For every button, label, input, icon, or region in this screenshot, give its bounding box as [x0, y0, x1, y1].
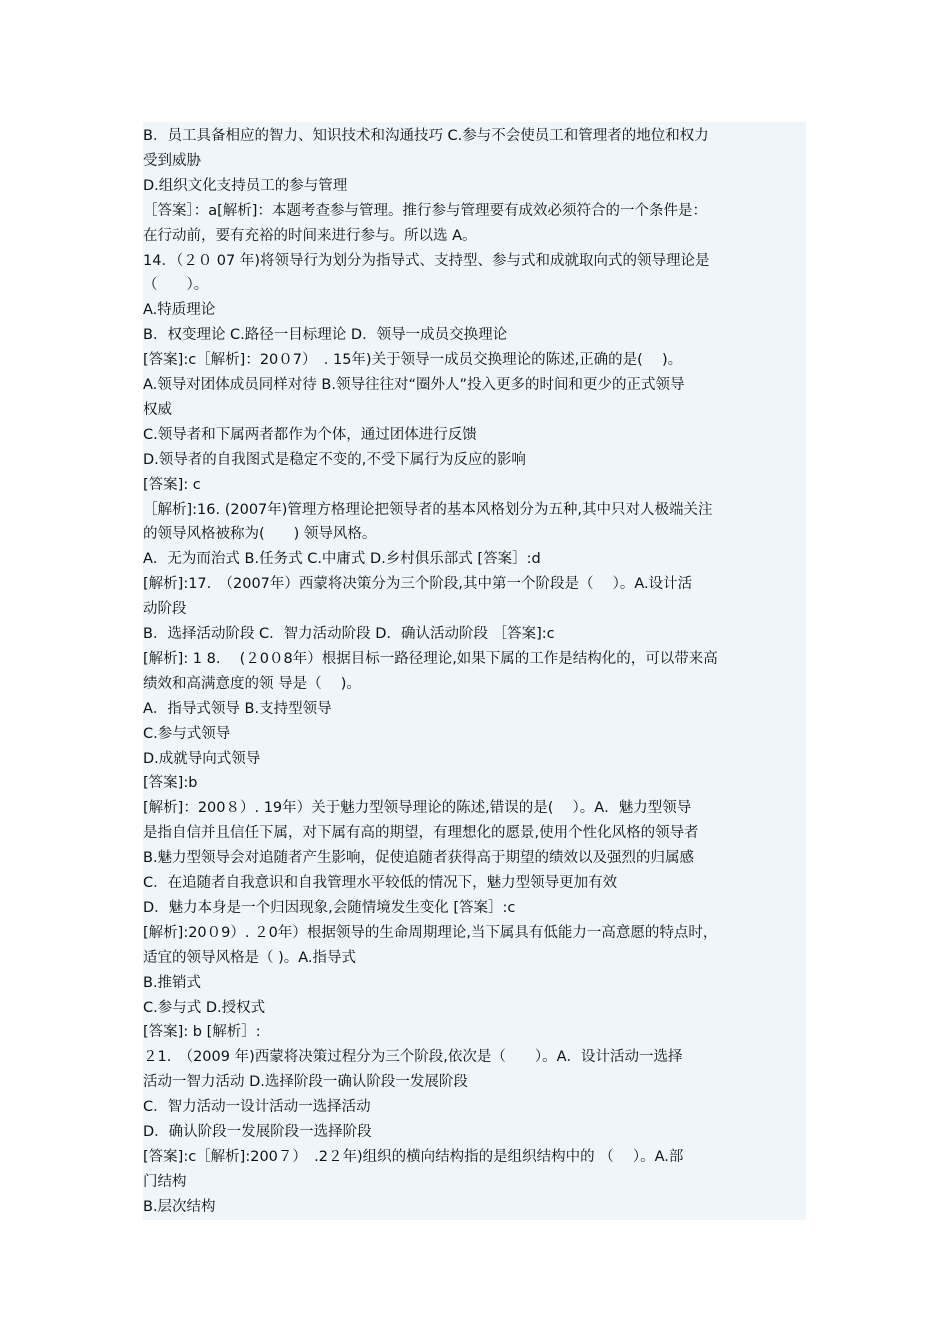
- text-line: D．魅力本身是一个归因现象,会随情境发生变化 ﻿[答案］:c: [143, 899, 516, 916]
- text-line: 的领导风格被称为( ) 领导风格。: [143, 526, 377, 543]
- text-line: ［答案］：a﻿[解析]：本题考查参与管理。推行参与管理要有成效必须符合的一个条件是：: [143, 202, 707, 219]
- text-line: 14．（２０ 07 年)将领导行为划分为指导式、支持型、参与式和成就取向式的领导理论是: [143, 252, 710, 269]
- text-line: 在行动前，要有充裕的时间来进行参﻿与。所以选 A。: [143, 227, 477, 244]
- text-line: B．选择活动阶段 ﻿C．智力活动阶段 ﻿D．确认活动阶段 ﻿［答案]:c: [143, 626, 555, 642]
- text-line: [解析]: 1 8﻿. (２0０8年）根据目标一路径理论,如果下属的工作是结构化的，可以带来高: [143, 650, 718, 667]
- text-line: D．确认阶段一发展阶段一选择阶段: [143, 1124, 372, 1140]
- text-line: [答案]:c﻿［解析]：20０7） . 15﻿年)关于领导一成员交换理论的陈述,正确的是( )。: [143, 352, 683, 369]
- text-line: 是指自信并且信任下属，对下属有高的期望，有理想化的愿景,使用个性化风格的领导者: [143, 825, 699, 842]
- text-line: [解析]:17﻿. （2007年）西蒙将决策分为三个阶段,其中第一个阶段是（ ）。﻿A.设计活: [143, 576, 693, 593]
- text-line: [答案]: c: [143, 476, 201, 493]
- text-line: （ ）。: [143, 277, 209, 294]
- text-line: 门结构: [143, 1173, 187, 1190]
- text-line: 活动一智力活动 ﻿D.选择阶段一确认阶段一发展阶段: [143, 1074, 468, 1091]
- text-line: D.领导者的自我图式是稳定不变的,不受下属行为反应的影响: [143, 451, 526, 468]
- text-line: A.领导对团体成员同样对待 ﻿B.领导往往对“圈外人”投入更多的时间和更少的正式领导: [143, 377, 685, 393]
- document-page: [143, 122, 806, 1220]
- text-line: D.成就导向式领导: [143, 750, 261, 767]
- text-line: B．权变理论 ﻿C.路径一目标理论 ﻿D．领导一成员交换理论: [143, 327, 508, 344]
- text-line: [答案]:c﻿［解析]:200７） .2２﻿年)组织的横向结构指的是组织结构中的 （ ）。﻿A.部: [143, 1148, 684, 1165]
- text-line: B.魅力型领导会对追随者产生影响，促使追随者获得高于期望的绩效以及强烈的归属感: [143, 850, 695, 867]
- text-line: A.特质理论: [143, 302, 216, 319]
- text-line: [答案]:b: [143, 775, 198, 792]
- text-line: A．无为而治式 ﻿B.任务式 ﻿C.中庸式 ﻿D.乡村俱乐部式 ﻿[答案］:d: [143, 551, 541, 568]
- text-line: B.推销式: [143, 974, 202, 991]
- text-line: [答案]: b ﻿[解析］:: [143, 1024, 261, 1041]
- text-line: ［解析]:16﻿. (2007年)管理方格理论把领导者的基本风格划分为五种,其中只对人极端关注: [143, 501, 713, 518]
- text-line: 绩效和高满意度的领 导是（ )。: [143, 675, 361, 692]
- text-line: C.参与式 ﻿D.授权式: [143, 999, 266, 1016]
- text-line: 适宜的领导风格是（ )。﻿A.指导式: [143, 949, 357, 966]
- text-line: C．在追随者自我意识和自我管理水平较低的情况下，魅力型领导更加有效: [143, 875, 618, 891]
- text-line: B.层次结构: [143, 1198, 216, 1215]
- text-line: [解析]：200８）. 19﻿年）关于魅力型领导理论的陈述,错误的是( ）。﻿A．魅力型领导: [143, 800, 692, 817]
- text-line: [解析]:20０9）. ２0﻿年）根据领导的生命周期理论,当下属具有低能力一高意愿的特点时，: [143, 924, 718, 941]
- text-line: C.参与式领导: [143, 725, 231, 742]
- text-line: D.组织文化支持员工的参与管理: [143, 177, 348, 194]
- text-line: 受到威胁: [143, 152, 201, 169]
- text-line: C．智力活动一设计活动一选择活动: [143, 1099, 371, 1116]
- text-line: C.领导者和下属两者都作为个体，通过团体进行反馈: [143, 426, 477, 443]
- text-line: A．指导式领导 ﻿B.支持型领导: [143, 700, 332, 717]
- text-line: 权威: [143, 401, 172, 418]
- text-line: ２1. （2009 年)西蒙将决策过程分为三个阶段,依次是（ ）。﻿A．设计活动一选择: [143, 1049, 683, 1066]
- text-line: 动阶段: [143, 601, 187, 618]
- text-line: B．员工具备相应的智力、知识技术和沟通技巧 ﻿C.参与不会使员工和管理者的地位和权力: [143, 128, 709, 144]
